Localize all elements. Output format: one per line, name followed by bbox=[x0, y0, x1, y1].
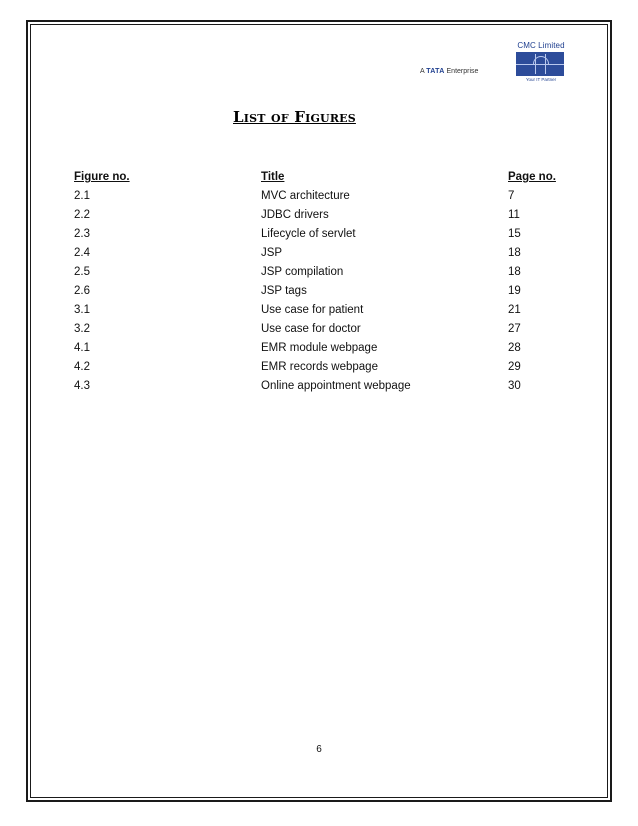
tata-suffix: Enterprise bbox=[446, 68, 479, 75]
header-figure-no: Figure no. bbox=[74, 171, 130, 183]
figure-page: 29 bbox=[508, 361, 521, 373]
figure-row bbox=[0, 245, 638, 264]
figure-title: JSP compilation bbox=[261, 266, 344, 278]
figure-row bbox=[0, 359, 638, 378]
figure-row bbox=[0, 302, 638, 321]
figure-number: 3.1 bbox=[74, 304, 90, 316]
figure-title: JDBC drivers bbox=[261, 209, 329, 221]
figure-title: Use case for doctor bbox=[261, 323, 361, 335]
figures-list bbox=[0, 188, 638, 397]
figure-number: 4.1 bbox=[74, 342, 90, 354]
figure-page: 30 bbox=[508, 380, 521, 392]
figure-number: 2.1 bbox=[74, 190, 90, 202]
page-title: List of Figures bbox=[233, 108, 356, 126]
figure-number: 3.2 bbox=[74, 323, 90, 335]
figure-row bbox=[0, 321, 638, 340]
figure-page: 7 bbox=[508, 190, 515, 202]
figure-page: 18 bbox=[508, 266, 521, 278]
figure-row bbox=[0, 340, 638, 359]
header-page-no: Page no. bbox=[508, 171, 556, 183]
figure-page: 21 bbox=[508, 304, 521, 316]
page-border-inner bbox=[30, 24, 608, 798]
figure-number: 2.6 bbox=[74, 285, 90, 297]
figure-title: Use case for patient bbox=[261, 304, 364, 316]
figure-page: 27 bbox=[508, 323, 521, 335]
figure-page: 18 bbox=[508, 247, 521, 259]
figure-number: 2.5 bbox=[74, 266, 90, 278]
figure-number: 4.2 bbox=[74, 361, 90, 373]
figure-title: EMR records webpage bbox=[261, 361, 378, 373]
figure-page: 11 bbox=[508, 209, 520, 221]
tata-prefix: A bbox=[420, 68, 425, 75]
figure-number: 2.4 bbox=[74, 247, 90, 259]
figure-title: Online appointment webpage bbox=[261, 380, 411, 392]
figure-row bbox=[0, 378, 638, 397]
figure-title: JSP bbox=[261, 247, 283, 259]
figure-row bbox=[0, 188, 638, 207]
figure-title: MVC architecture bbox=[261, 190, 350, 202]
figure-row bbox=[0, 226, 638, 245]
figure-number: 2.3 bbox=[74, 228, 90, 240]
figure-title: Lifecycle of servlet bbox=[261, 228, 356, 240]
figure-title: EMR module webpage bbox=[261, 342, 378, 354]
tata-enterprise-text bbox=[420, 68, 478, 75]
figure-number: 2.2 bbox=[74, 209, 90, 221]
figure-row bbox=[0, 283, 638, 302]
figure-title: JSP tags bbox=[261, 285, 307, 297]
figure-number: 4.3 bbox=[74, 380, 90, 392]
figure-page: 19 bbox=[508, 285, 521, 297]
figure-row bbox=[0, 264, 638, 283]
header-title: Title bbox=[261, 171, 285, 183]
cmc-emblem-icon bbox=[516, 52, 564, 76]
logo-tagline: Your IT Partner bbox=[525, 77, 557, 82]
figure-page: 28 bbox=[508, 342, 521, 354]
logo-company-name: CMC Limited bbox=[517, 41, 565, 50]
figure-page: 15 bbox=[508, 228, 521, 240]
figure-row bbox=[0, 207, 638, 226]
tata-brand: TATA bbox=[426, 68, 445, 75]
cmc-logo bbox=[516, 41, 566, 82]
page-number: 6 bbox=[316, 744, 322, 755]
